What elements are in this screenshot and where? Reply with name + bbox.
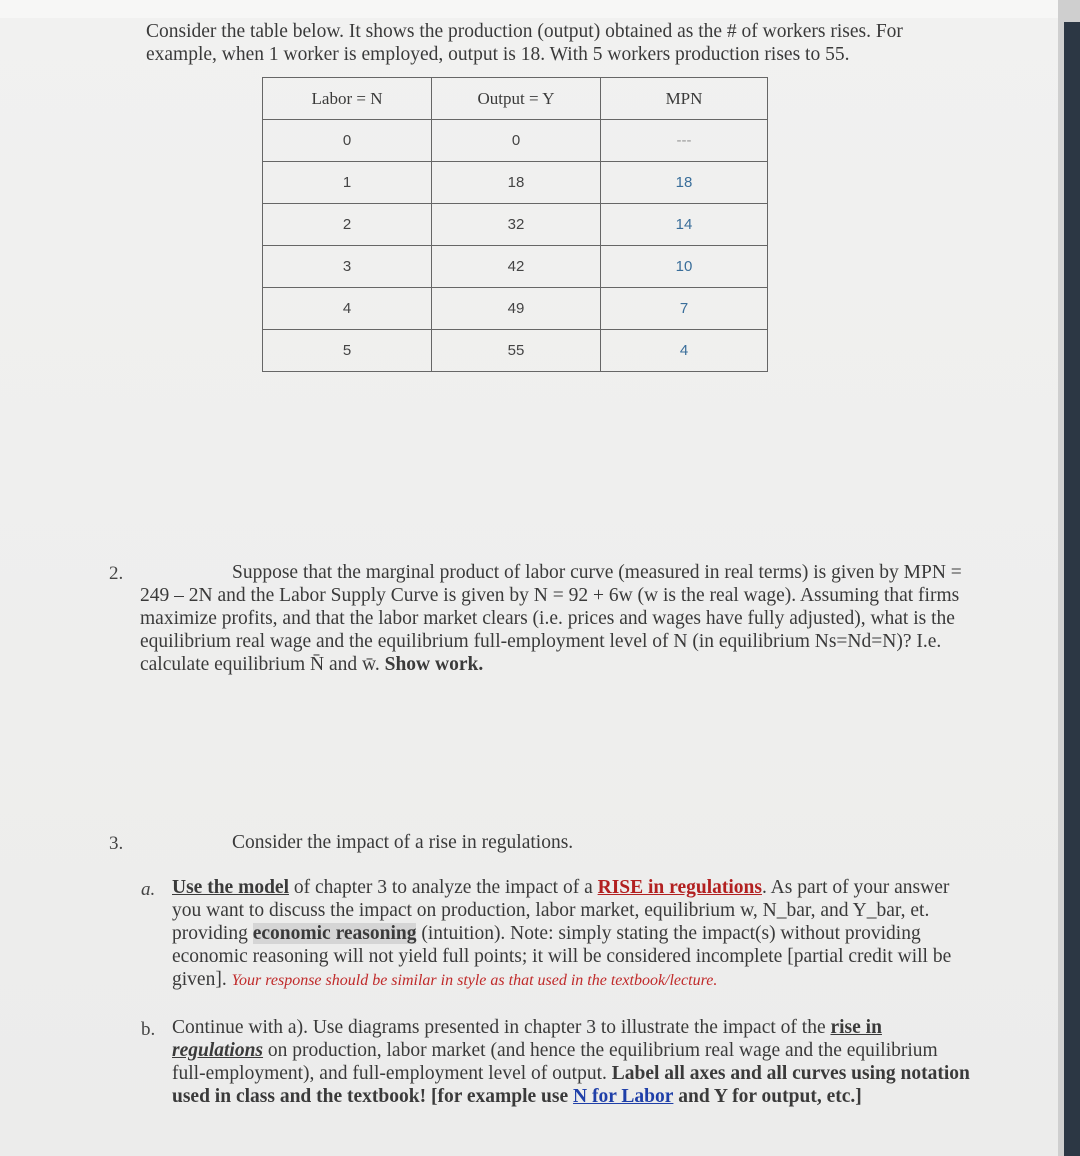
- col-header-output: Output = Y: [432, 78, 601, 120]
- table-row: [263, 330, 768, 372]
- q3a-text-1: of chapter 3 to analyze the impact of a: [293, 877, 593, 898]
- question-2-body: Suppose that the marginal product of labor curve (measured in real terms) is given by MPN = 249 – 2N and the Labor Supply Curve is given by N = 92 + 6w (w is the real wage). Assuming that firms maximize profits, and that the labor market clears (i.e. prices and wages have fully adjusted), what is the equilibrium real wage and the equilibrium full-employment level of N (in equilibrium Ns=Nd=N)? I.e. calculate equilibrium: [140, 562, 962, 675]
- question-3b-marker: b.: [141, 1019, 156, 1040]
- question-3a-marker: a.: [141, 879, 156, 900]
- q2-and: and: [328, 654, 358, 675]
- n-bar-symbol: N̄: [310, 654, 325, 675]
- cell-labor: 3: [263, 246, 432, 288]
- cell-output: 18: [432, 162, 601, 204]
- cell-output: 55: [432, 330, 601, 372]
- question-2-text: Suppose that the marginal product of labor curve (measured in real terms) is given by MPN = 249 – 2N and the Labor Supply Curve is given by N = 92 + 6w (w is the real wage). Assuming that firms maximize profits, and that the labor market clears (i.e. prices and wages have fully adjusted), what is the equilibrium real wage and the equilibrium full-employment level of N (in equilibrium Ns=Nd=N)? I.e. calculate equilibrium N̄ and w̄. Show work.: [140, 562, 962, 675]
- cell-mpn: 7: [601, 288, 768, 330]
- table-row: [263, 120, 768, 162]
- q3b-text-2: on production, labor market (and hence the equilibrium real wage and the equilibrium full-employment), and full-employment level of output.: [172, 1040, 938, 1084]
- question-3-number: 3.: [109, 833, 124, 854]
- economic-reasoning-highlight: economic reasoning: [252, 923, 417, 944]
- question-3b-text: [172, 1016, 972, 1108]
- page-top-edge: [0, 0, 1058, 18]
- cell-output: 49: [432, 288, 601, 330]
- rise-in-regulations-text: RISE in regulations: [597, 877, 762, 898]
- cell-output: 42: [432, 246, 601, 288]
- q3a-text-2: . As part of your answer you want to discuss the impact on production, labor market, equilibrium w, N_bar, and Y_bar, et. providing: [172, 877, 950, 944]
- table-row: [263, 288, 768, 330]
- regulations-text: regulations: [172, 1040, 264, 1061]
- show-work-label: Show work.: [384, 654, 484, 675]
- cell-output: 0: [432, 120, 601, 162]
- cell-mpn: 18: [601, 162, 768, 204]
- cell-labor: 1: [263, 162, 432, 204]
- q3a-text-3: (intuition). Note: simply stating the impact(s) without providing economic reasoning will not yield full points; it will be considered incomplete [partial credit will be given].: [172, 923, 952, 990]
- production-table: [262, 77, 768, 372]
- scrollbar-thumb[interactable]: [1064, 22, 1080, 1156]
- cell-output: 32: [432, 204, 601, 246]
- question-2-number: 2.: [109, 563, 124, 584]
- cell-mpn: ---: [601, 120, 768, 162]
- cell-mpn: 10: [601, 246, 768, 288]
- cell-labor: 0: [263, 120, 432, 162]
- question-3a-text: [172, 876, 962, 992]
- cell-mpn: 14: [601, 204, 768, 246]
- use-model-text: Use the model: [172, 877, 289, 898]
- table-row: [263, 162, 768, 204]
- table-row: [263, 246, 768, 288]
- cell-labor: 5: [263, 330, 432, 372]
- col-header-labor: Labor = N: [263, 78, 432, 120]
- rise-in-text: rise in: [830, 1017, 882, 1038]
- q3b-text-3: and Y for output, etc.]: [678, 1086, 862, 1107]
- cell-mpn: 4: [601, 330, 768, 372]
- intro-paragraph: Consider the table below. It shows the production (output) obtained as the # of workers rises. For example, when 1 worker is employed, output is 18. With 5 workers production rises to 55.: [146, 21, 903, 65]
- q3b-text-1: Continue with a). Use diagrams presented in chapter 3 to illustrate the impact of the: [172, 1017, 826, 1038]
- table-header-row: [263, 78, 768, 120]
- w-bar-symbol: w̄: [362, 654, 375, 675]
- table-row: [263, 204, 768, 246]
- cell-labor: 4: [263, 288, 432, 330]
- label-instruction: Label all axes and all curves using notation used in class and the textbook! [for example use: [172, 1063, 970, 1107]
- col-header-mpn: MPN: [601, 78, 768, 120]
- question-3-intro: Consider the impact of a rise in regulations.: [232, 832, 574, 853]
- n-for-labor-text: N for Labor: [573, 1086, 674, 1107]
- cell-labor: 2: [263, 204, 432, 246]
- style-note: Your response should be similar in style as that used in the textbook/lecture.: [231, 972, 718, 989]
